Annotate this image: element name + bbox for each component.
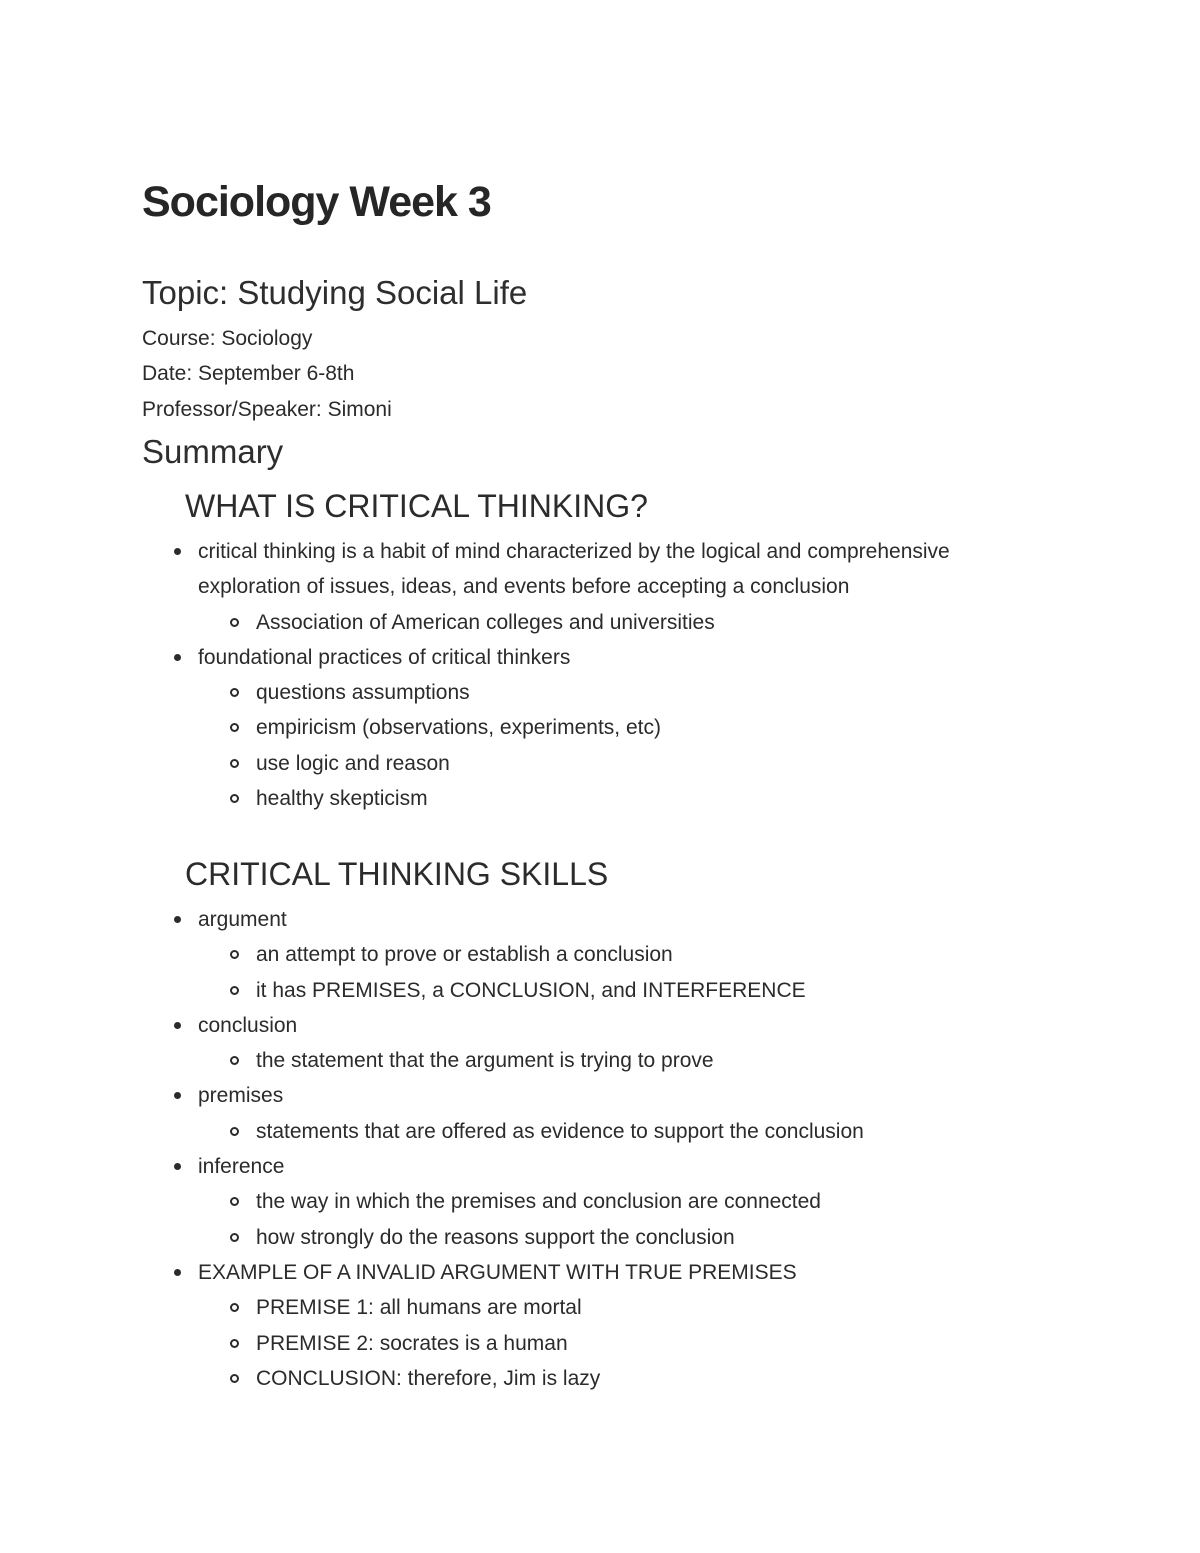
sub-list-item-text: PREMISE 1: all humans are mortal <box>256 1296 582 1320</box>
sub-list-item <box>198 675 1085 710</box>
list-item <box>185 1008 1085 1079</box>
bullet-dot-icon <box>174 1092 181 1099</box>
list-item <box>185 534 1085 640</box>
list-item <box>185 1149 1085 1255</box>
page-title: Sociology Week 3 <box>142 178 491 226</box>
sub-list-item-text: PREMISE 2: socrates is a human <box>256 1331 568 1355</box>
list-item <box>185 902 1085 1008</box>
sub-list-item-text: an attempt to prove or establish a conclusion <box>256 943 673 967</box>
sub-list-item <box>198 1184 1085 1219</box>
bullet-circle-icon <box>230 950 239 959</box>
bullet-circle-icon <box>230 1127 239 1136</box>
sub-list <box>198 675 1085 816</box>
sub-list-item <box>198 1326 1085 1361</box>
bullet-circle-icon <box>230 986 239 995</box>
speaker-line: Professor/Speaker: Simoni <box>142 397 392 421</box>
list-item-text: argument <box>198 908 287 931</box>
sub-list-item <box>198 746 1085 781</box>
sub-list <box>198 1114 1085 1149</box>
sub-list-item-text: the statement that the argument is trying to prove <box>256 1049 714 1073</box>
sub-list-item-text: CONCLUSION: therefore, Jim is lazy <box>256 1366 601 1390</box>
list-item-text: foundational practices of critical thinkers <box>198 645 571 669</box>
list-item-text: premises <box>198 1084 284 1108</box>
section-critical-thinking-skills <box>185 852 1085 1396</box>
sub-list-item-text: how strongly do the reasons support the conclusion <box>256 1225 735 1249</box>
bullet-circle-icon <box>230 1233 239 1242</box>
bullet-circle-icon <box>230 1339 239 1348</box>
bullet-circle-icon <box>230 1197 239 1206</box>
sub-list-item <box>198 1361 1085 1396</box>
bullet-list <box>185 902 1085 1396</box>
sub-list-item-text: empiricism (observations, experiments, etc) <box>256 716 661 740</box>
bullet-dot-icon <box>174 1163 181 1170</box>
summary-heading: Summary <box>142 433 284 470</box>
sub-list-item <box>198 710 1085 745</box>
list-item <box>185 1255 1085 1396</box>
sub-list <box>198 1043 1085 1078</box>
sub-list-item <box>198 1290 1085 1325</box>
section-heading: CRITICAL THINKING SKILLS <box>185 856 609 892</box>
bullet-circle-icon <box>230 1056 239 1065</box>
sub-list-item <box>198 1043 1085 1078</box>
sub-list-item <box>198 1114 1085 1149</box>
sub-list-item <box>198 1220 1085 1255</box>
sub-list-item-text: the way in which the premises and conclusion are connected <box>256 1190 821 1214</box>
list-item <box>185 1078 1085 1149</box>
course-line: Course: Sociology <box>142 327 313 350</box>
bullet-circle-icon <box>230 723 239 732</box>
sub-list-item-text: it has PREMISES, a CONCLUSION, and INTERFERENCE <box>256 978 806 1002</box>
list-item-text: critical thinking is a habit of mind characterized by the logical and comprehensive exploration of issues, ideas, and events before accepting a conclusion <box>198 540 950 599</box>
section-heading: WHAT IS CRITICAL THINKING? <box>185 488 648 524</box>
list-item-text: conclusion <box>198 1013 298 1037</box>
section-critical-thinking <box>185 484 1085 816</box>
sub-list <box>198 937 1085 1008</box>
sub-list-item <box>198 605 1085 640</box>
sub-list-item-text: questions assumptions <box>256 681 470 705</box>
bullet-circle-icon <box>230 1303 239 1312</box>
sub-list-item <box>198 973 1085 1008</box>
sub-list-item <box>198 937 1085 972</box>
list-item-text: EXAMPLE OF A INVALID ARGUMENT WITH TRUE PREMISES <box>198 1260 797 1284</box>
sub-list <box>198 605 1085 640</box>
bullet-circle-icon <box>230 688 239 697</box>
bullet-circle-icon <box>230 794 239 803</box>
date-line: Date: September 6-8th <box>142 362 355 386</box>
list-item <box>185 640 1085 816</box>
bullet-dot-icon <box>174 654 181 661</box>
sub-list-item <box>198 781 1085 816</box>
sub-list <box>198 1184 1085 1255</box>
sub-list-item-text: Association of American colleges and universities <box>256 610 715 634</box>
bullet-dot-icon <box>174 548 181 555</box>
sub-list-item-text: statements that are offered as evidence to support the conclusion <box>256 1119 864 1143</box>
sub-list-item-text: healthy skepticism <box>256 787 428 811</box>
bullet-dot-icon <box>174 1269 181 1276</box>
bullet-list <box>185 534 1085 816</box>
topic-heading: Topic: Studying Social Life <box>142 274 528 311</box>
bullet-circle-icon <box>230 759 239 768</box>
bullet-dot-icon <box>174 1022 181 1029</box>
sub-list <box>198 1290 1085 1396</box>
bullet-dot-icon <box>174 916 181 923</box>
bullet-circle-icon <box>230 1374 239 1383</box>
list-item-text: inference <box>198 1155 285 1179</box>
bullet-circle-icon <box>230 618 239 627</box>
sub-list-item-text: use logic and reason <box>256 751 450 775</box>
meta-list <box>142 324 392 430</box>
